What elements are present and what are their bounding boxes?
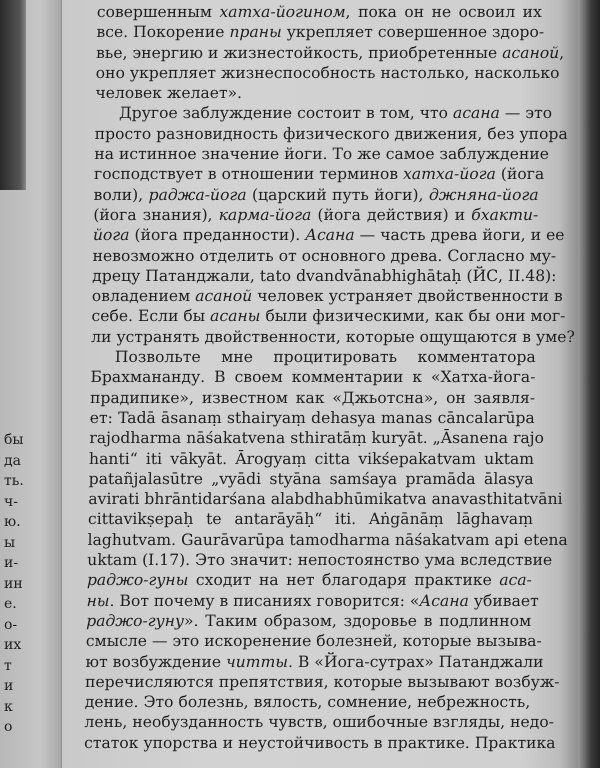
text-segment: ли устранять двойственности, которые ощущаются в уме? (90, 327, 576, 346)
text-line (86, 611, 531, 631)
italic-term: джняна-йога (428, 185, 539, 204)
left-page-fragment: их (4, 637, 22, 653)
left-page-fragment: и- (4, 555, 19, 571)
text-segment: смысле — это искоренение болезней, которые вызыва- (85, 632, 542, 651)
text-segment: дрецу Патанджали, tato dvandvānabhighātaḥ (ЙС, II.48): (92, 266, 557, 285)
text-segment: оно укрепляет жизнеспособность настолько, насколько (95, 63, 560, 82)
text-line (95, 83, 540, 103)
text-segment: laghutvam. Gaurāvarūpa tamodharma nāśakatvam api etena (87, 530, 568, 549)
italic-term: карма-йога (218, 205, 312, 224)
text-line (94, 124, 568, 144)
text-segment: перечисляются препятствия, которые вызывают возбуж- (84, 672, 560, 691)
text-segment: uktam (I.17). Это значит: непостоянство ума вследствие (87, 551, 553, 570)
italic-term: асаной (502, 43, 560, 62)
text-line (89, 449, 534, 469)
left-page-text-fragments (4, 430, 24, 738)
text-line (95, 63, 560, 83)
italic-term: хатха-йога (402, 165, 497, 184)
text-segment: . В «Йога-сутрах» Патанджали (287, 652, 544, 671)
italic-term: хатха-йогином (219, 3, 346, 21)
text-line (94, 144, 550, 164)
left-page-fragment: да (4, 452, 21, 469)
left-page-illustration (0, 0, 26, 190)
text-segment: укрепляет совершенное здоро- (281, 23, 545, 42)
text-line (85, 631, 542, 651)
text-line (96, 22, 545, 42)
text-line (91, 286, 563, 306)
text-segment: господствует в отношении терминов (93, 165, 404, 184)
text-segment: patañjalasūtre „vyādi styāna samśaya pramāda ālasya (88, 469, 534, 488)
text-segment: — это (499, 104, 553, 123)
text-segment: дение. Это болезнь, вялость, сомнение, небрежность, (84, 693, 531, 712)
text-segment: невозможно отделить от основного древа. Согласно му- (92, 246, 557, 265)
text-segment: лень, необузданность чувств, ошибочные взгляды, недо- (84, 713, 555, 732)
text-segment: на истинное значение йоги. То же самое заблуждение (94, 145, 550, 164)
text-segment: ет: Tadā āsanaṃ sthairyaṃ dehasya manas cāncalarūpa (89, 408, 535, 427)
text-segment: (йога действия) и (311, 205, 472, 224)
text-segment: человек желает». (95, 84, 243, 103)
text-line (91, 306, 566, 326)
text-line (90, 408, 535, 428)
left-page-fragment: и (4, 678, 14, 694)
italic-term: раджо-гуну (86, 611, 185, 630)
italic-term: раджо-гуны (86, 571, 189, 590)
left-page-fragment: бы (4, 432, 24, 448)
italic-term: йога (92, 226, 130, 245)
text-segment: (йога (495, 165, 545, 184)
italic-term: праны (229, 23, 282, 42)
left-page (0, 0, 62, 768)
text-segment: совершенным (96, 3, 220, 21)
text-line (87, 570, 532, 590)
text-segment: ». Таким образом, здоровье в подлинном (183, 611, 532, 630)
text-line (92, 246, 557, 266)
text-line (88, 489, 563, 509)
text-line (84, 672, 560, 692)
text-segment: все. Покорение (96, 23, 230, 42)
text-segment: Брахмананду. В своем комментарии к «Хатха-йога- (90, 368, 536, 387)
italic-term: раджа-йога (148, 185, 247, 204)
text-segment: статок упорства и неустойчивость в практике. Практика (83, 733, 556, 752)
text-line (85, 652, 544, 672)
text-line (97, 2, 542, 22)
text-segment: овладением (91, 287, 196, 306)
left-page-fragment: о- (4, 616, 18, 633)
left-page-fragment: ы (4, 534, 16, 551)
text-segment: avirati bhrāntidarśana alabdhabhūmikatva anavasthitatvāni (88, 490, 563, 509)
left-page-fragment: к (4, 698, 13, 715)
text-segment: Другое заблуждение состоит в том, что (118, 104, 454, 123)
text-line (95, 43, 565, 63)
left-page-fragment: е. (4, 596, 17, 612)
page-edge-shadow (578, 0, 600, 768)
text-segment: Позвольте мне процитировать комментатора (114, 348, 536, 367)
italic-term: асаны (209, 307, 261, 326)
text-line (87, 550, 553, 570)
text-segment: , (559, 43, 565, 62)
text-line (95, 103, 553, 123)
text-segment: cittavikṣepaḥ te antarāyāḥ“ iti. Aṅgānāṃ lāghavaṃ (87, 510, 534, 529)
text-segment: rajodharma nāśakatvena sthiratāṃ kuryāt. „Āsanena rajo (89, 429, 545, 448)
book-page-text (83, 2, 576, 753)
text-segment: , пока он не освоил их (345, 3, 542, 21)
text-line (87, 530, 568, 550)
text-segment: сходит на нет благодаря практике (188, 571, 500, 590)
text-segment: — часть древа йоги, и ее (354, 226, 565, 245)
text-segment: (йога преданности). (129, 226, 306, 245)
italic-term: асана (452, 104, 501, 123)
text-segment: просто разновидность физического движения, без упора (94, 124, 568, 143)
italic-term: читты (225, 652, 289, 671)
italic-term: асаной (195, 287, 253, 306)
italic-term: бхакти- (471, 205, 539, 224)
text-line (83, 733, 556, 753)
italic-term: ны (86, 591, 110, 610)
text-segment: (йога знания), (93, 205, 219, 224)
text-line (90, 327, 576, 347)
italic-term: аса- (499, 571, 533, 590)
text-line (88, 469, 533, 489)
text-segment: вье, энергию и жизнестойкость, приобретенные (95, 43, 503, 62)
text-line (93, 185, 538, 205)
italic-term: Асана (419, 591, 470, 610)
text-line (90, 388, 535, 408)
text-line (93, 205, 538, 225)
left-page-fragment: ч- (4, 493, 18, 510)
text-line (92, 225, 565, 245)
text-line (86, 591, 539, 611)
text-segment: hanti“ iti vākyāt. Ārogyaṃ citta vikśepakatvam uktam (88, 449, 535, 468)
italic-term: Асана (305, 226, 355, 245)
text-segment: (царский путь йоги), (246, 185, 430, 204)
text-segment: воли), (93, 185, 149, 204)
left-page-fragment: ю. (4, 514, 21, 530)
text-line (84, 712, 555, 732)
left-page-fragment: т (4, 657, 12, 674)
text-line (90, 367, 535, 387)
text-segment: прадипике», известном как «Джьотсна», он заявля- (89, 388, 536, 407)
text-line (89, 428, 545, 448)
text-segment: ют возбуждение (85, 652, 227, 671)
left-page-fragment: ин (4, 575, 23, 592)
text-segment: себе. Если бы (91, 307, 211, 326)
text-segment: человек устраняет двойственности в (252, 287, 563, 306)
left-page-fragment: ть. (4, 473, 24, 489)
text-line (85, 692, 530, 712)
text-line (88, 509, 533, 529)
text-line (91, 347, 536, 367)
text-line (93, 164, 545, 184)
text-line (92, 266, 557, 286)
text-segment: убивает (468, 591, 539, 610)
text-segment: . Вот почему в писаниях говорится: « (109, 591, 420, 610)
text-segment: были физическими, как бы они мог- (260, 307, 566, 326)
left-page-fragment: о (4, 719, 13, 735)
